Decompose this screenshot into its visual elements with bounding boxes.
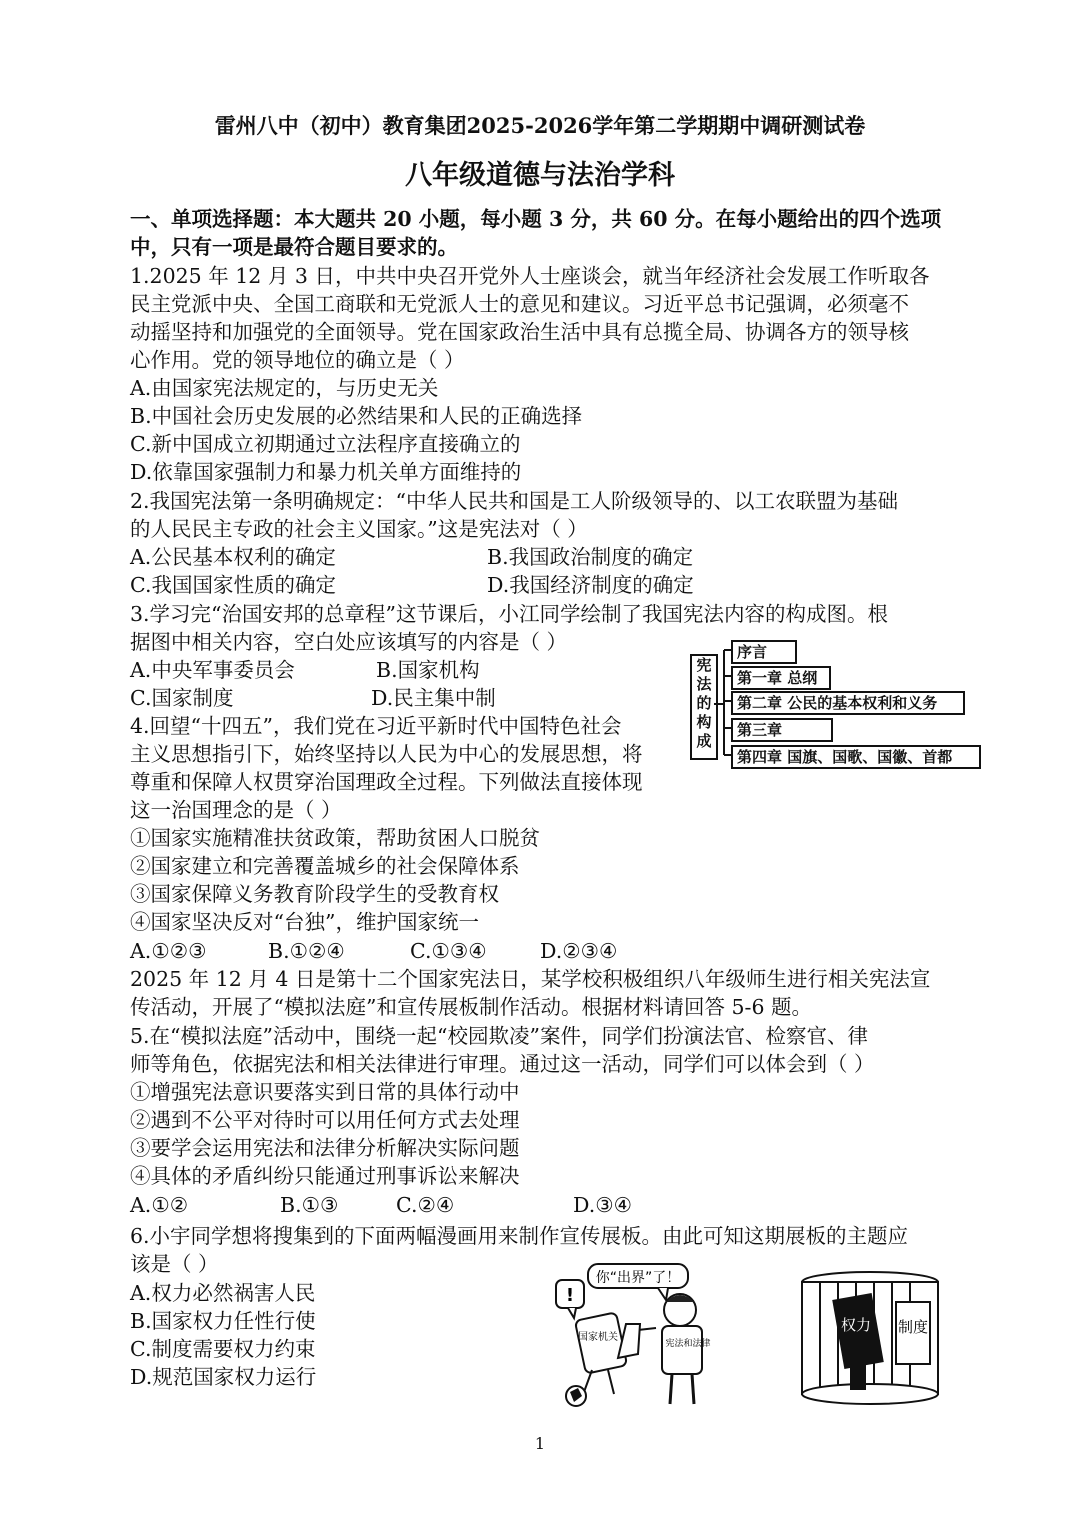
q3-option-d: D.民主集中制 (371, 686, 496, 710)
q3-stem-line: 据图中相关内容，空白处应该填写的内容是（ ） (130, 630, 568, 654)
diagram-item-chapter1: 第一章 总纲 (731, 666, 831, 690)
q5-item: ①增强宪法意识要落实到日常的具体行动中 (130, 1080, 520, 1104)
material-line: 2025 年 12 月 4 日是第十二个国家宪法日，某学校积极组织八年级师生进行相关宪法宣 (130, 967, 931, 991)
q1-stem-line: 动摇坚持和加强党的全面领导。党在国家政治生活中具有总揽全局、协调各方的领导核 (130, 320, 909, 344)
diagram-side-label: 宪法的构成 (690, 654, 718, 760)
q1-stem-line: 1.2025 年 12 月 3 日，中共中央召开党外人士座谈会，就当年经济社会发展工作听取各 (130, 264, 930, 288)
q4-option-d: D.②③④ (540, 939, 618, 963)
diagram-item-chapter3-blank: 第三章 (731, 718, 833, 742)
q1-stem-line: 心作用。党的领导地位的确立是（ ） (130, 348, 465, 372)
q4-item: ①国家实施精准扶贫政策，帮助贫困人口脱贫 (130, 826, 540, 850)
q4-item: ②国家建立和完善覆盖城乡的社会保障体系 (130, 854, 520, 878)
q5-stem-line: 师等角色，依据宪法和相关法律进行审理。通过这一活动，同学们可以体会到（ ） (130, 1052, 875, 1076)
q4-stem-line: 这一治国理念的是（ ） (130, 798, 342, 822)
q5-option-b: B.①③ (280, 1193, 339, 1217)
cartoon-shirt-label: 宪法和法律 (665, 1339, 711, 1349)
q4-stem-line: 4.回望“十四五”，我们党在习近平新时代中国特色社会 (130, 714, 622, 738)
q3-option-c: C.国家制度 (130, 686, 234, 710)
cartoon-system-label: 制度 (897, 1318, 929, 1336)
q5-option-c: C.②④ (396, 1193, 455, 1217)
q5-stem-line: 5.在“模拟法庭”活动中，围绕一起“校园欺凌”案件，同学们扮演法官、检察官、律 (130, 1024, 868, 1048)
q1-stem-line: 民主党派中央、全国工商联和无党派人士的意见和建议。习近平总书记强调，必须毫不 (130, 292, 909, 316)
q5-item: ④具体的矛盾纠纷只能通过刑事诉讼来解决 (130, 1164, 520, 1188)
q5-option-a: A.①② (130, 1193, 189, 1217)
material-line: 传活动，开展了“模拟法庭”和宣传展板制作活动。根据材料请回答 5-6 题。 (130, 995, 813, 1019)
q3-option-b: B.国家机构 (376, 658, 480, 682)
section-instruction-line2: 中，只有一项是最符合题目要求的。 (130, 235, 458, 259)
cartoon-power-cage-illustration (790, 1268, 950, 1408)
diagram-item-chapter4: 第四章 国旗、国歌、国徽、首都 (731, 745, 981, 769)
q2-stem-line: 2.我国宪法第一条明确规定：“中华人民共和国是工人阶级领导的、以工农联盟为基础 (130, 489, 899, 513)
q5-option-d: D.③④ (573, 1193, 632, 1217)
q4-item: ③国家保障义务教育阶段学生的受教育权 (130, 882, 499, 906)
q2-option-b: B.我国政治制度的确定 (487, 545, 694, 569)
q6-option-b: B.国家权力任性行使 (130, 1309, 316, 1333)
q1-option-c: C.新中国成立初期通过立法程序直接确立的 (130, 432, 521, 456)
diagram-item-preamble: 序言 (731, 640, 797, 664)
section-instruction-line1: 一、单项选择题：本大题共 20 小题，每小题 3 分，共 60 分。在每小题给出的四个选项 (130, 207, 942, 231)
q6-stem-line: 该是（ ） (130, 1252, 219, 1276)
q5-item: ②遇到不公平对待时可以用任何方式去处理 (130, 1108, 520, 1132)
q6-option-a: A.权力必然祸害人民 (130, 1281, 316, 1305)
cartoon-box-label: 国家机关 (578, 1332, 618, 1343)
diagram-item-chapter2: 第二章 公民的基本权利和义务 (731, 691, 965, 715)
q4-stem-line: 尊重和保障人权贯穿治国理政全过程。下列做法直接体现 (130, 770, 643, 794)
subject-title: 八年级道德与法治学科 (405, 160, 675, 191)
cartoon-referee-illustration (548, 1258, 738, 1410)
q4-option-c: C.①③④ (410, 939, 487, 963)
q2-option-d: D.我国经济制度的确定 (487, 573, 694, 597)
q1-option-d: D.依靠国家强制力和暴力机关单方面维持的 (130, 460, 522, 484)
cartoon-exclaim-text: ! (565, 1285, 575, 1306)
cartoon-power-label: 权力 (840, 1316, 872, 1334)
q5-item: ③要学会运用宪法和法律分析解决实际问题 (130, 1136, 520, 1160)
q1-option-a: A.由国家宪法规定的，与历史无关 (130, 376, 439, 400)
q6-option-d: D.规范国家权力运行 (130, 1365, 317, 1389)
q3-option-a: A.中央军事委员会 (130, 658, 295, 682)
q2-stem-line: 的人民民主专政的社会主义国家。”这是宪法对（ ） (130, 517, 588, 541)
q2-option-a: A.公民基本权利的确定 (130, 545, 336, 569)
cartoon-speech-text: 你“出界”了！ (595, 1270, 681, 1286)
q4-option-b: B.①②④ (268, 939, 345, 963)
q4-stem-line: 主义思想指引下，始终坚持以人民为中心的发展思想，将 (130, 742, 643, 766)
q2-option-c: C.我国国家性质的确定 (130, 573, 336, 597)
q6-stem-line: 6.小宇同学想将搜集到的下面两幅漫画用来制作宣传展板。由此可知这期展板的主题应 (130, 1224, 909, 1248)
q1-option-b: B.中国社会历史发展的必然结果和人民的正确选择 (130, 404, 583, 428)
q6-option-c: C.制度需要权力约束 (130, 1337, 316, 1361)
q4-option-a: A.①②③ (130, 939, 207, 963)
q4-item: ④国家坚决反对“台独”，维护国家统一 (130, 910, 479, 934)
q3-stem-line: 3.学习完“治国安邦的总章程”这节课后，小江同学绘制了我国宪法内容的构成图。根 (130, 602, 889, 626)
exam-title: 雷州八中（初中）教育集团2025-2026学年第二学期期中调研测试卷 (214, 113, 866, 138)
page-number: 1 (534, 1434, 546, 1453)
